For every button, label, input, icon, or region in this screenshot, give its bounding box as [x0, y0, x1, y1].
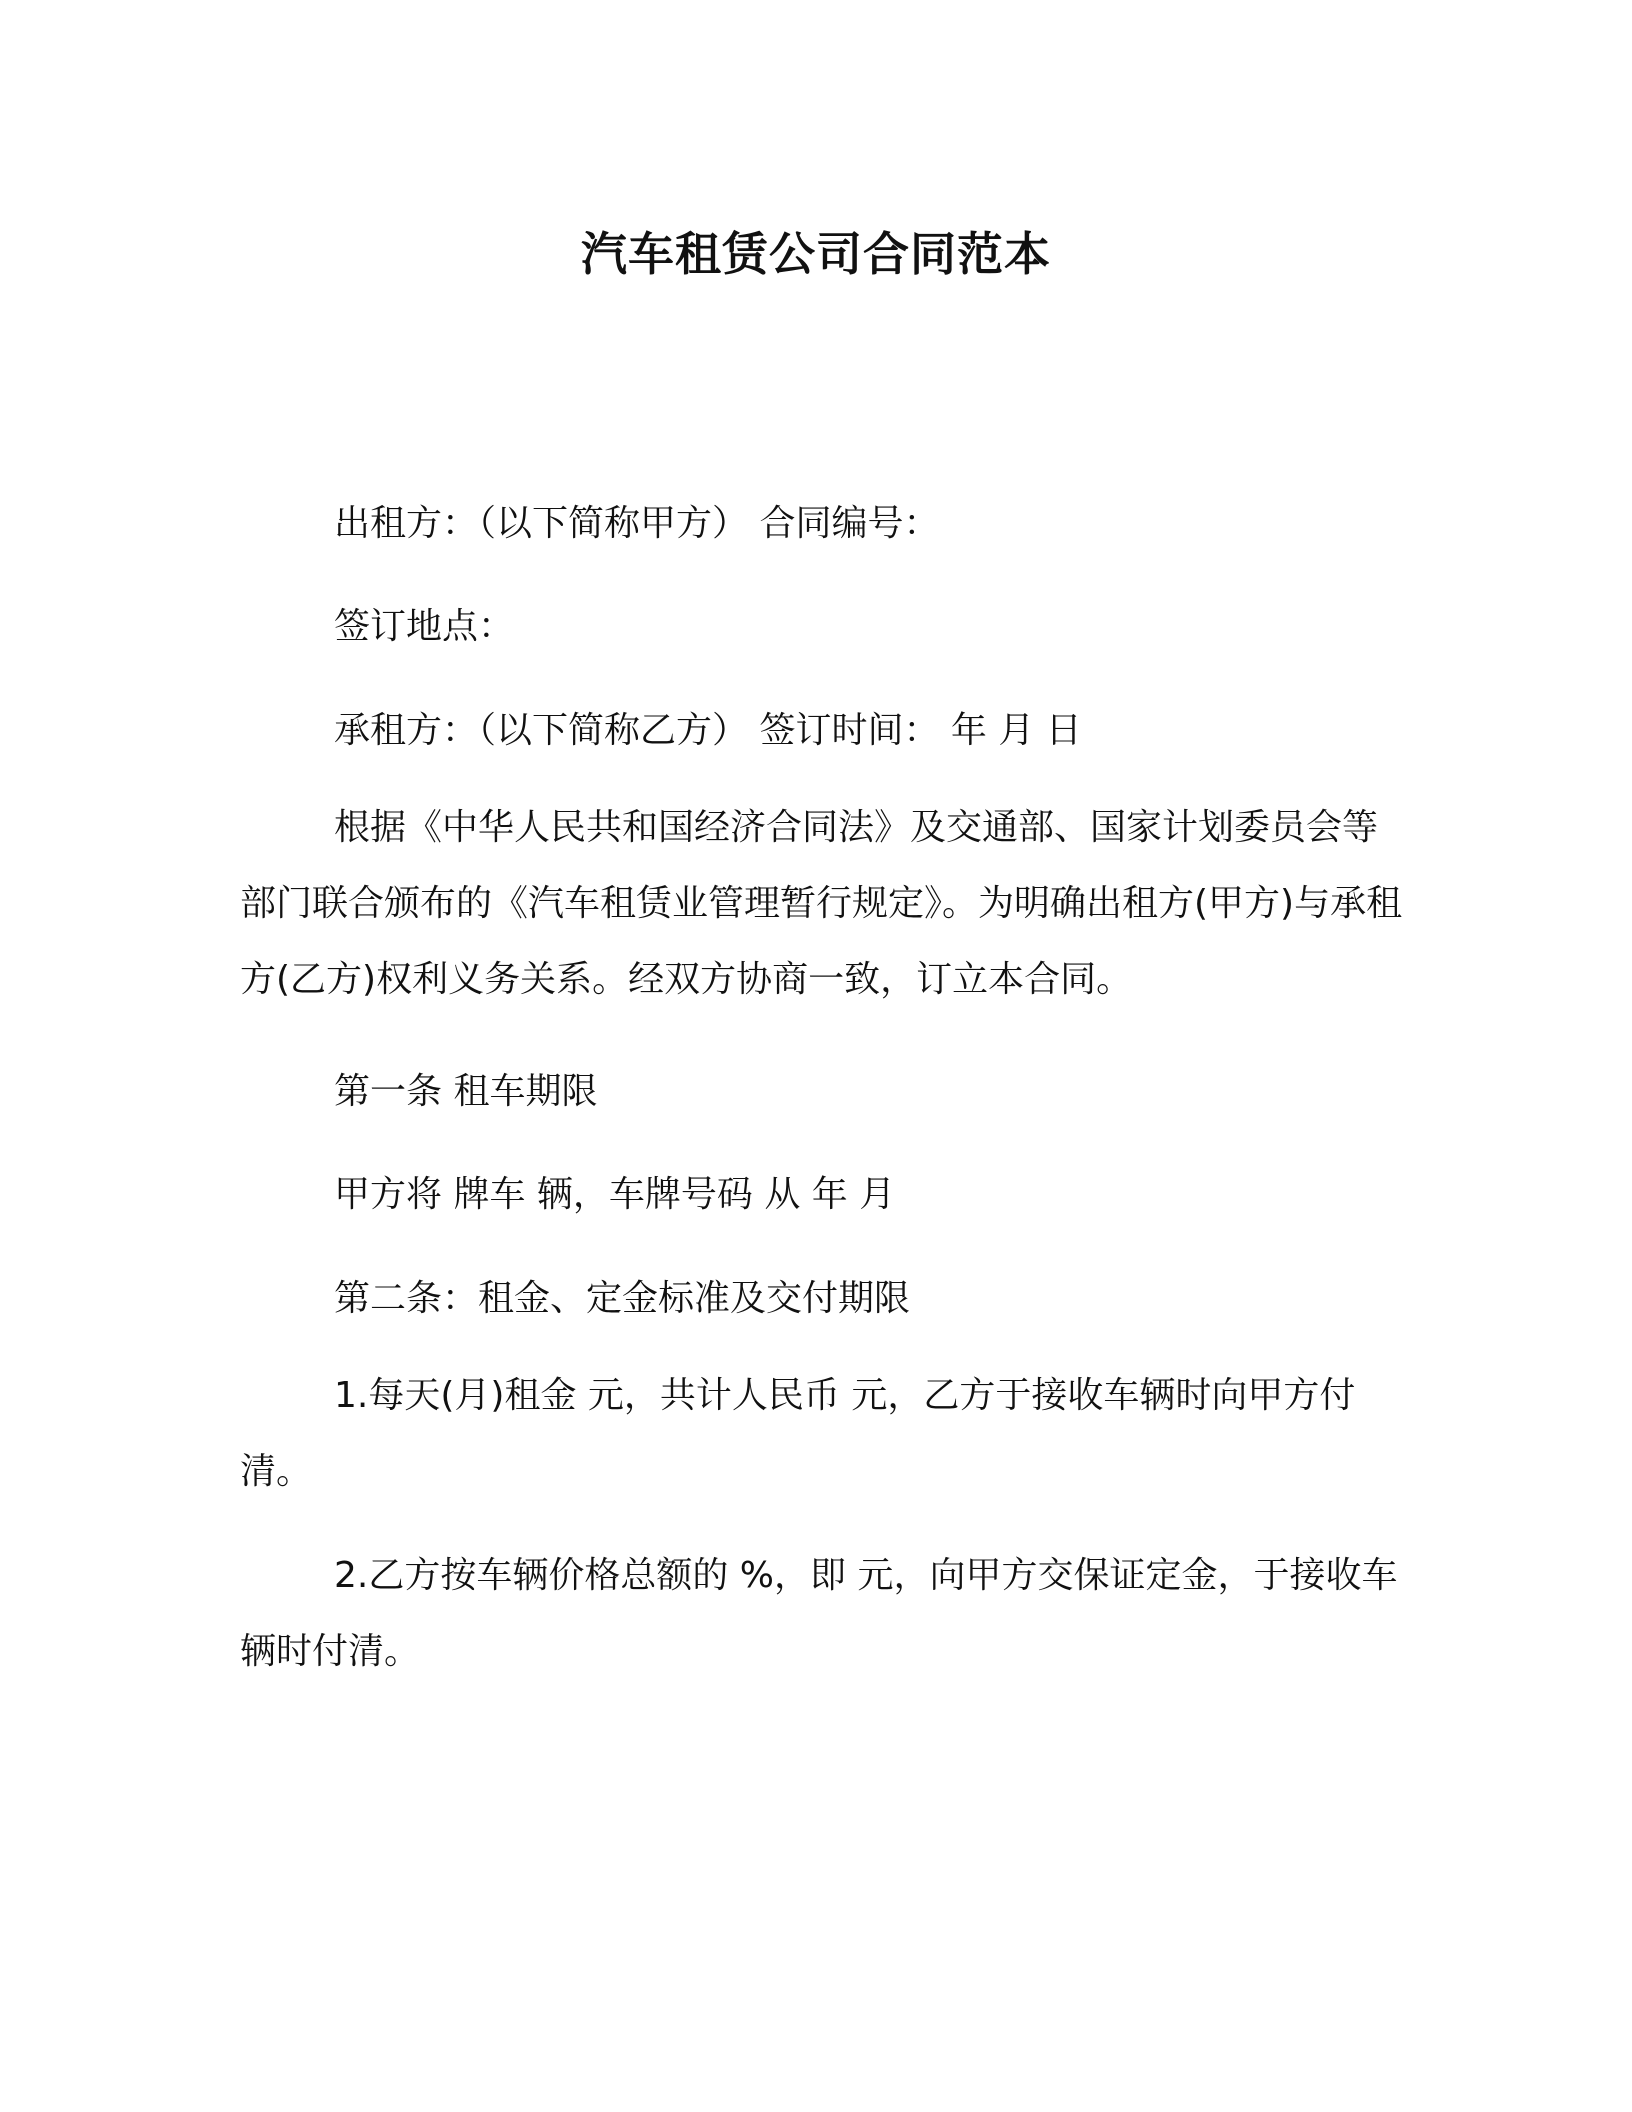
article-2-item-1: 1.每天(月)租金 元，共计人民币 元，乙方于接收车辆时向甲方付清。 [240, 1375, 1356, 1492]
intro-paragraph: 根据《中华人民共和国经济合同法》及交通部、国家计划委员会等部门联合颁布的《汽车租赁业管理暂行规定》。为明确出租方(甲方)与承租方(乙方)权利义务关系。经双方协商一致，订立本合同。 [240, 807, 1403, 1000]
article-2-item-2: 2.乙方按车辆价格总额的 %，即 元，向甲方交保证定金，于接收车辆时付清。 [240, 1555, 1398, 1672]
article-2-title: 第二条：租金、定金标准及交付期限 [334, 1278, 911, 1319]
article-1-text: 甲方将 牌车 辆，车牌号码 从 年 月 [334, 1174, 896, 1215]
article-1-title: 第一条 租车期限 [334, 1071, 598, 1112]
document-title: 汽车租赁公司合同范本 [581, 227, 1051, 281]
lessor-line: 出租方：（以下简称甲方） 合同编号： [334, 503, 940, 544]
lessee-line: 承租方：（以下简称乙方） 签订时间： 年 月 日 [334, 710, 1082, 751]
signing-place-line: 签订地点： [334, 606, 515, 647]
